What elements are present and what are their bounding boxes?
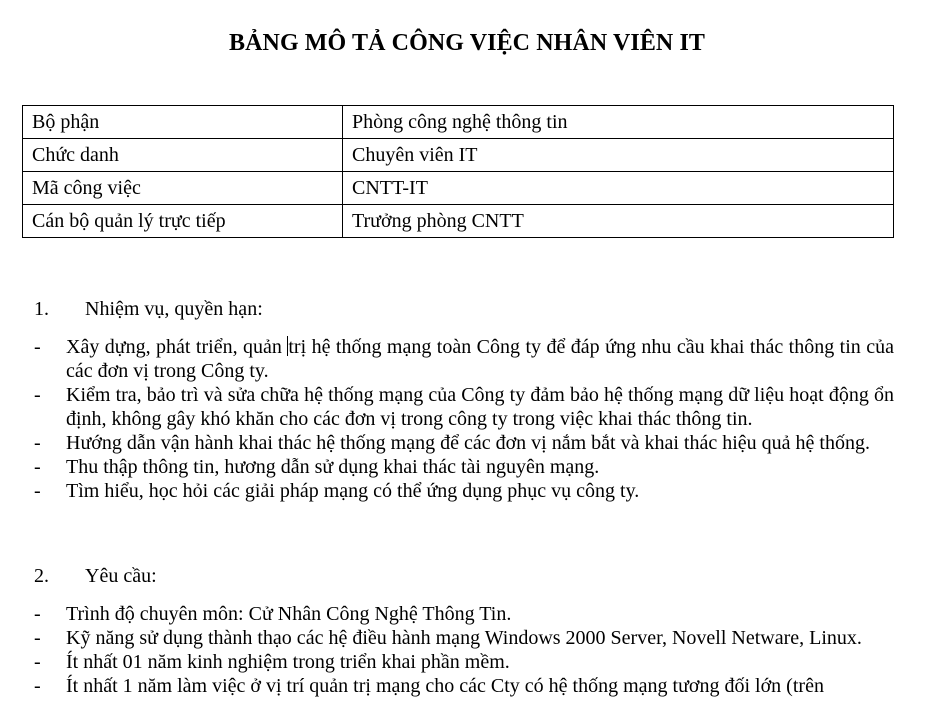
- section-title: Nhiệm vụ, quyền hạn:: [85, 298, 263, 320]
- list-item: [34, 455, 894, 479]
- section-title: Yêu cầu:: [85, 565, 157, 587]
- requirements-list: [34, 602, 894, 698]
- section-number: 2.: [34, 565, 49, 587]
- section-heading-duties: [34, 297, 263, 321]
- list-item: [34, 335, 894, 383]
- table-row: [23, 139, 894, 172]
- item-text: Kỹ năng sử dụng thành thạo các hệ điều hành mạng Windows 2000 Server, Novell Netware, Linux.: [66, 627, 862, 649]
- item-text: Tìm hiểu, học hỏi các giải pháp mạng có thể ứng dụng phục vụ công ty.: [66, 480, 640, 502]
- row-label: Mã công việc: [23, 172, 343, 205]
- bullet-dash: -: [34, 651, 41, 673]
- job-info-table: [22, 105, 894, 238]
- list-item: [34, 383, 894, 431]
- item-text: Hướng dẫn vận hành khai thác hệ thống mạng để các đơn vị nắm bắt và khai thác hiệu quả hệ thống.: [66, 432, 870, 454]
- table-row: [23, 172, 894, 205]
- item-text: Ít nhất 1 năm làm việc ở vị trí quản trị mạng cho các Cty có hệ thống mạng tương đối lớn (trên: [66, 675, 824, 697]
- table-row: [23, 106, 894, 139]
- bullet-dash: -: [34, 384, 41, 406]
- list-item: [34, 602, 894, 626]
- row-value: CNTT-IT: [343, 172, 894, 205]
- table-row: [23, 205, 894, 238]
- duties-list: [34, 335, 894, 503]
- list-item: [34, 479, 894, 503]
- row-label: Cán bộ quản lý trực tiếp: [23, 205, 343, 238]
- row-value: Trưởng phòng CNTT: [343, 205, 894, 238]
- bullet-dash: -: [34, 480, 41, 502]
- row-value: Chuyên viên IT: [343, 139, 894, 172]
- bullet-dash: -: [34, 456, 41, 478]
- row-label: Bộ phận: [23, 106, 343, 139]
- bullet-dash: -: [34, 603, 41, 625]
- list-item: [34, 674, 894, 698]
- item-text: Trình độ chuyên môn: Cử Nhân Công Nghệ Thông Tin.: [66, 603, 512, 625]
- item-text: Ít nhất 01 năm kinh nghiệm trong triển khai phần mềm.: [66, 651, 510, 673]
- item-text-end: trị hệ thống mạng toàn Công ty để đáp ứng nhu cầu khai thác thông tin của các đơn vị trong Công ty.: [66, 336, 894, 382]
- item-text: Kiểm tra, bảo trì và sửa chữa hệ thống mạng của Công ty đảm bảo hệ thống mạng dữ liệu hoạt động ổn định, không gây khó khăn cho các đơn vị trong công ty trong việc khai thác thông tin.: [66, 384, 894, 430]
- section-number: 1.: [34, 298, 49, 320]
- list-item: [34, 626, 894, 650]
- row-value: Phòng công nghệ thông tin: [343, 106, 894, 139]
- item-text: Thu thập thông tin, hương dẫn sử dụng khai thác tài nguyên mạng.: [66, 456, 600, 478]
- list-item: [34, 650, 894, 674]
- bullet-dash: -: [34, 675, 41, 697]
- bullet-dash: -: [34, 336, 41, 358]
- bullet-dash: -: [34, 432, 41, 454]
- item-text-start: Xây dựng, phát triển, quản: [66, 336, 288, 358]
- row-label: Chức danh: [23, 139, 343, 172]
- bullet-dash: -: [34, 627, 41, 649]
- list-item: [34, 431, 894, 455]
- section-heading-requirements: [34, 564, 157, 588]
- document-title: BẢNG MÔ TẢ CÔNG VIỆC NHÂN VIÊN IT: [228, 30, 706, 56]
